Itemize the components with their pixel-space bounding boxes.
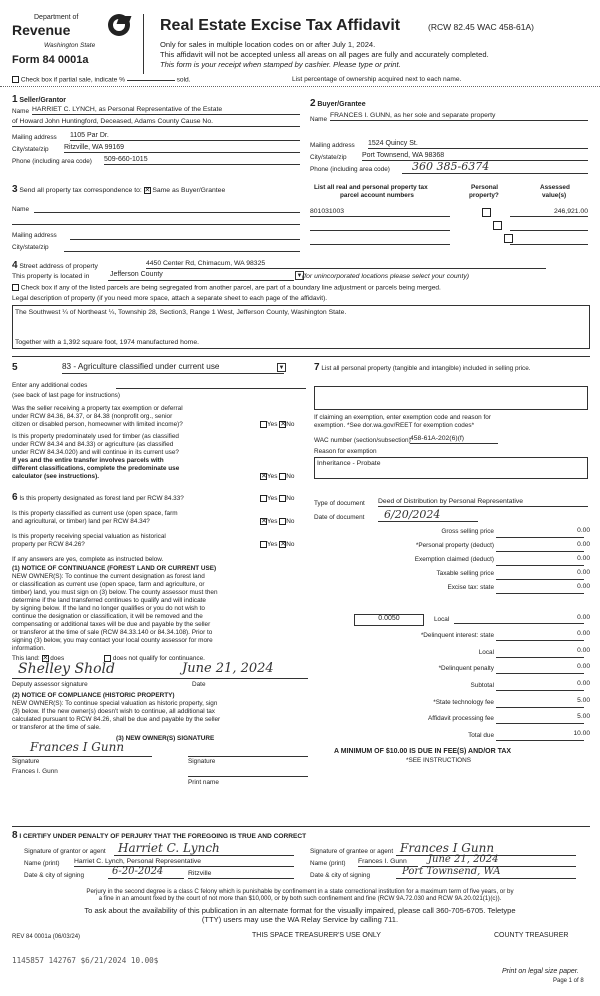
notice-compliance-body [12, 700, 220, 732]
timber-q-6: calculator (see instructions). [12, 473, 100, 480]
seller-heading: Seller/Grantor [19, 97, 67, 104]
total-label: Total due [468, 732, 494, 739]
owner-signature[interactable]: Frances I Gunn [30, 740, 125, 754]
fee-line [496, 570, 584, 580]
notice-line: (3) below. If the new owner(s) doesn't wish to continue, all additional tax [12, 708, 215, 715]
notice-line: information. [12, 645, 46, 652]
exempt-text-2: exemption. *See dor.wa.gov/REET for exemption codes* [314, 422, 475, 429]
exempt-text-1: If claiming an exemption, enter exemption code and reason for [314, 414, 491, 421]
buyer-mail[interactable]: 1524 Quincy St. [368, 140, 588, 149]
grantor-city[interactable]: Ritzville [188, 870, 294, 879]
corr-city-label: City/state/zip [12, 244, 49, 251]
legal-line-2: Together with a 1,392 square foot, 1974 manufactured home. [15, 339, 200, 346]
treasurer-use: THIS SPACE TREASURER'S USE ONLY [252, 932, 381, 939]
see-back-note: (see back of last page for instructions) [12, 392, 120, 399]
interest-local-line [496, 648, 584, 658]
grantor-name-label: Name (print) [24, 860, 60, 867]
local-label: Local [434, 616, 450, 623]
grantor-signature[interactable]: Harriet C. Lynch [114, 841, 294, 856]
legal-description-box[interactable] [12, 305, 590, 349]
seller-name-1[interactable]: HARRIET C. LYNCH, as Personal Representative of the Estate [32, 106, 300, 115]
county-treasurer: COUNTY TREASURER [494, 932, 569, 939]
fees-table [314, 528, 590, 768]
fee-line [496, 584, 584, 594]
personal-property-checkbox-2[interactable] [493, 221, 502, 230]
new-owner-heading: (3) NEW OWNER(S) SIGNATURE [116, 735, 215, 742]
forest-q: Is this property designated as forest land per RCW 84.33? [19, 495, 184, 502]
cashier-stamp: 1145857 142767 $6/21/2024 10.00$ [12, 956, 159, 965]
owner-print-line [188, 776, 308, 777]
corr-mail-label: Mailing address [12, 232, 57, 239]
owner-print-name[interactable]: Frances I. Gunn [12, 768, 58, 775]
interest-line [496, 631, 584, 641]
historic-q-1: Is this property receiving special valuation as historical [12, 533, 166, 540]
affidavit-fee-line [496, 714, 584, 724]
notice-line: calculated pursuant to RCW 84.26, shall be due and payable by the seller [12, 716, 221, 723]
page-number: Page 1 of 8 [553, 978, 584, 984]
notice-line: signing (3) below, you may contact your local county assessor for more [12, 637, 213, 644]
correspondence-text: Send all property tax correspondence to: [19, 187, 142, 194]
buyer-phone-label: Phone (including area code) [310, 166, 390, 173]
answers-note: If any answers are yes, complete as instructed below. [12, 556, 164, 563]
seller-mail[interactable]: 1105 Par Dr. [70, 132, 300, 141]
dept-line1: Department of [34, 14, 79, 21]
assessed-value-2[interactable] [510, 230, 588, 231]
same-as-buyer-checkbox[interactable] [144, 187, 151, 194]
alt-line-1: To ask about the availability of this publication in an alternate format for the visually impaired, please call 360-705-6705. Teletype [84, 906, 516, 915]
designation-section [12, 492, 308, 792]
fee-label: Taxable selling price [436, 570, 494, 577]
land-use-value: 83 - Agriculture classified under current use [62, 362, 220, 371]
personal-property-num: 7 [314, 362, 320, 373]
interest-state-label: *Delinquent interest: state [420, 632, 494, 639]
legal-label: Legal description of property (if you need more space, attach a separate sheet to each page of the affidavit). [12, 295, 328, 302]
this-land-label: This land: [12, 655, 40, 663]
fee-value[interactable]: 0.00 [577, 527, 590, 534]
historic-no-checkbox[interactable] [279, 541, 286, 548]
ownership-note: List percentage of ownership acquired next to each name. [292, 76, 462, 83]
seller-section [12, 94, 302, 176]
notice-line: determine if the land transferred continues to qualify and will indicate [12, 597, 206, 604]
notice-line: NEW OWNER(S): To continue special valuation as historic property, sign [12, 700, 218, 707]
minimum-note: A MINIMUM OF $10.00 IS DUE IN FEE(S) AND/OR TAX [334, 748, 512, 755]
land-use-num: 5 [12, 362, 18, 373]
notice-line: by signing below. If the land no longer qualifies or you do not wish to [12, 605, 205, 612]
corr-name-label: Name [12, 206, 30, 213]
additional-codes-label: Enter any additional codes [12, 382, 88, 389]
tech-fee-line [496, 698, 584, 708]
subtitle-3: This form is your receipt when stamped by cashier. Please type or print. [160, 60, 401, 69]
notice-line: continue the designation or classification, it will be removed and the [12, 613, 203, 620]
forest-yes-label: Yes [267, 495, 278, 503]
fee-label: Gross selling price [441, 528, 494, 535]
timber-q-5: different classifications, complete the predominate use [12, 465, 180, 472]
chevron-down-icon[interactable]: ▼ [296, 273, 303, 279]
penalty-label: *Delinquent penalty [438, 665, 494, 672]
historic-no-label: No [286, 541, 295, 549]
exemption-q-1: Was the seller receiving a property tax exemption or deferral [12, 405, 183, 412]
segregated-checkbox[interactable] [12, 284, 19, 291]
historic-yes-checkbox[interactable] [260, 541, 267, 548]
certify-num: 8 [12, 830, 18, 841]
does-not-label: does not qualify for continuance. [112, 655, 205, 663]
mid-rule [12, 356, 590, 357]
fee-label: Excise tax: state [447, 584, 494, 591]
partial-sale-label: Check box if partial sale, indicate % [20, 76, 125, 84]
local-rate-box[interactable]: 0.0050 [354, 614, 424, 626]
buyer-phone[interactable]: 360 385-6374 [402, 160, 588, 174]
exemption-q-3: citizen or disabled person, homeowner with limited income)? [12, 421, 183, 428]
segregated-label: Check box if any of the listed parcels are being segregated from another parcel, are part of a boundary line adjustment or parcels being merged. [20, 284, 441, 292]
subtotal-value[interactable]: 0.00 [577, 680, 590, 687]
parcel-number-1[interactable]: 801031003 [310, 208, 450, 217]
seller-city[interactable]: Ritzville, WA 99169 [64, 144, 300, 153]
street-label: Street address of property [19, 263, 98, 270]
tech-fee-value[interactable]: 5.00 [577, 697, 590, 704]
wac-label: WAC number (section/subsection) [314, 437, 411, 444]
current-use-yes-label: Yes [267, 518, 278, 526]
doc-info [314, 496, 590, 526]
personal-property-box[interactable] [314, 386, 588, 410]
county-select[interactable] [108, 271, 303, 281]
current-use-yes-checkbox[interactable] [260, 518, 267, 525]
timber-q-2: under RCW 84.34 and 84.33) or agriculture (as classified [12, 441, 174, 448]
total-line [496, 731, 584, 741]
form-rcw: (RCW 82.45 WAC 458-61A) [428, 22, 534, 32]
property-num: 4 [12, 260, 18, 271]
grantor-name[interactable]: Harriet C. Lynch, Personal Representative [74, 858, 294, 867]
fee-value[interactable]: 0.00 [577, 555, 590, 562]
doc-date-label: Date of document [314, 514, 365, 521]
assessor-line [12, 678, 308, 679]
notice-continuance-body [12, 573, 308, 653]
notice-line: or classification as current use (open space, farm and agriculture, or [12, 581, 205, 588]
subtotal-label: Subtotal [470, 682, 494, 689]
buyer-name-label: Name [310, 116, 328, 123]
fee-line [496, 542, 584, 552]
print-name-label: Print name [188, 779, 219, 786]
owner-sig-line-2 [188, 756, 308, 757]
notice-line: or transferor at the time of sale (RCW 84.33.140 or 84.34.108). Prior to [12, 629, 213, 636]
fee-line [496, 528, 584, 538]
seller-name-2[interactable]: of Howard John Huntingford, Deceased, Adams County Cause No. [12, 118, 300, 127]
assessed-value-1[interactable]: 246,921.00 [510, 208, 588, 217]
local-line [454, 614, 584, 624]
dept-line2: Revenue [12, 22, 71, 38]
property-street[interactable]: 4450 Center Rd, Chimacum, WA 98325 [146, 260, 546, 269]
county-select-value: Jefferson County [110, 271, 163, 278]
tech-fee-label: *State technology fee [433, 699, 494, 706]
correspondence-num: 3 [12, 184, 18, 195]
certify-rule [12, 826, 590, 827]
subtitle-2: This affidavit will not be accepted unless all areas on all pages are fully and accurately completed. [160, 50, 489, 59]
historic-yes-label: Yes [267, 541, 278, 549]
parcel-header-1: List all real and personal property tax [314, 184, 428, 191]
parcel-header-2: parcel account numbers [340, 192, 414, 199]
instructions-note: *SEE INSTRUCTIONS [406, 757, 471, 764]
same-as-buyer-label: Same as Buyer/Grantee [152, 187, 226, 194]
notice-line: or transferor at the time of sale. [12, 724, 101, 731]
land-use-select[interactable] [62, 362, 284, 374]
doc-type-label: Type of document [314, 500, 365, 507]
buyer-section [310, 98, 590, 180]
grantee-signature[interactable]: Frances I Gunn [396, 841, 576, 856]
certify-section [12, 828, 590, 886]
partial-sale-row [12, 76, 191, 84]
historic-q-2: property per RCW 84.26? [12, 541, 85, 548]
fee-value[interactable]: 0.00 [577, 541, 590, 548]
exemption-yes-checkbox[interactable] [260, 421, 267, 428]
header-divider [143, 14, 144, 74]
land-use-section [12, 360, 308, 490]
grantor-date[interactable]: 6-20-2024 [108, 866, 184, 879]
timber-yes-checkbox[interactable] [260, 473, 267, 480]
alternate-format [0, 906, 600, 924]
sold-label: sold. [176, 76, 191, 84]
corr-city-field[interactable] [64, 251, 300, 252]
dor-logo [12, 14, 132, 69]
seller-mail-label: Mailing address [12, 134, 57, 141]
notice-line: NEW OWNER(S): To continue the current designation as forest land [12, 573, 205, 580]
current-use-no-checkbox[interactable] [279, 518, 286, 525]
located-label: This property is located in [12, 273, 90, 280]
fee-row [314, 584, 590, 596]
corr-name-field-2[interactable] [12, 224, 300, 225]
certify-heading: I CERTIFY UNDER PENALTY OF PERJURY THAT THE FOREGOING IS TRUE AND CORRECT [19, 833, 307, 840]
perjury-line-1: Perjury in the second degree is a class C felony which is punishable by confinement in a state correctional institution for a maximum term of five years, or by [86, 888, 514, 895]
timber-yes-label: Yes [267, 473, 278, 481]
grantor-datecity-label: Date & city of signing [24, 872, 85, 879]
assessor-signature[interactable]: Shelley Shold [18, 661, 115, 677]
exemption-no-label: No [286, 421, 295, 429]
forest-no-label: No [286, 495, 295, 503]
fee-value[interactable]: 0.00 [577, 583, 590, 590]
seller-city-label: City/state/zip [12, 146, 49, 153]
fee-row [314, 542, 590, 554]
owner-sig-label: Signature [12, 758, 40, 765]
assessed-header-1: Assessed [540, 184, 570, 191]
partial-sale-checkbox[interactable] [12, 76, 19, 83]
personal-property-checkbox-3[interactable] [504, 234, 513, 243]
penalty-value[interactable]: 0.00 [577, 663, 590, 670]
form-title: Real Estate Excise Tax Affidavit [160, 17, 401, 34]
alt-line-2: (TTY) users may use the WA Relay Service by calling 711. [201, 915, 399, 925]
exemption-no-checkbox[interactable] [279, 421, 286, 428]
perjury-text [0, 888, 600, 903]
current-use-q-2: and agricultural, or timber) land per RCW 84.34? [12, 518, 150, 525]
forest-no-checkbox[interactable] [279, 495, 286, 502]
notice-line: timber) land, you must sign on (3) below. The county assessor must then [12, 589, 218, 596]
exemption-q-2: under RCW 84.36, 84.37, or 84.38 (nonprofit org., senior [12, 413, 173, 420]
notice-continuance-heading: (1) NOTICE OF CONTINUANCE (FOREST LAND OR CURRENT USE) [12, 565, 217, 572]
wac-number[interactable]: 458-61A-202(6)(f) [410, 435, 498, 444]
personal-property-checkbox-1[interactable] [482, 208, 491, 217]
does-label: does [50, 655, 65, 663]
personal-property-text: List all personal property (tangible and intangible) included in selling price. [321, 365, 531, 372]
property-section [12, 260, 592, 352]
parcel-number-3[interactable] [310, 244, 450, 245]
grantee-city[interactable]: Port Townsend, WA [396, 866, 576, 879]
assessor-date-label: Date [192, 681, 206, 688]
buyer-num: 2 [310, 98, 316, 109]
assessor-sig-label: Deputy assessor signature [12, 681, 88, 688]
grantor-sig-label: Signature of grantor or agent [24, 848, 106, 855]
corr-name-field[interactable] [34, 212, 300, 213]
unincorporated-note: (for unincorporated locations please select your county) [302, 273, 469, 280]
land-use-chevron-icon[interactable]: ▼ [278, 365, 285, 371]
current-use-no-label: No [286, 518, 295, 526]
timber-no-checkbox[interactable] [279, 473, 286, 480]
parcel-table [310, 184, 590, 254]
interest-local-label: Local [478, 649, 494, 656]
fee-label: Exemption claimed (deduct) [414, 556, 494, 563]
grantee-name-label: Name (print) [310, 860, 346, 867]
reason-field[interactable]: Inheritance - Probate [314, 457, 588, 479]
buyer-heading: Buyer/Grantee [317, 101, 366, 108]
interest-state-value[interactable]: 0.00 [577, 630, 590, 637]
dept-line3: Washington State [44, 42, 96, 49]
buyer-name[interactable]: FRANCES I. GUNN, as her sole and separate property [330, 112, 588, 121]
total-value[interactable]: 10.00 [573, 730, 590, 737]
grantee-name-date[interactable]: June 21, 2024 [422, 854, 576, 867]
perjury-line-2: a fine in an amount fixed by the court of not more than $10,000, or by both such confinement and fine (RCW 9A.72.030 and RCW 9A.20.021(1)(c)). [98, 895, 502, 903]
fee-value[interactable]: 0.00 [577, 569, 590, 576]
assessed-value-3[interactable] [510, 244, 588, 245]
top-dotted-rule [0, 86, 600, 87]
seller-name-label: Name [12, 108, 30, 115]
reason-label: Reason for exemption [314, 448, 377, 455]
penalty-line [496, 664, 584, 674]
buyer-city[interactable]: Port Townsend, WA 98368 [362, 152, 588, 161]
assessor-date[interactable]: June 21, 2024 [182, 661, 274, 676]
legal-line-1: The Southwest ¼ of Northeast ¼, Township 28, Section3, Range 1 West, Jefferson County, Washington State. [15, 309, 347, 316]
subtitle-1: Only for sales in multiple location codes on or after July 1, 2024. [160, 40, 376, 49]
form-number: Form 84 0001a [12, 54, 89, 66]
owner-sig-label-2: Signature [188, 758, 216, 765]
buyer-mail-label: Mailing address [310, 142, 355, 149]
legal-paper-note: Print on legal size paper. [502, 968, 579, 975]
interest-local-value[interactable]: 0.00 [577, 647, 590, 654]
subtotal-line [496, 681, 584, 691]
seller-num: 1 [12, 94, 18, 105]
assessed-header-2: value(s) [542, 192, 567, 199]
fee-line [496, 556, 584, 566]
current-use-q-1: Is this property classified as current use (open space, farm [12, 510, 178, 517]
grantee-sig-label: Signature of grantee or agent [310, 848, 394, 855]
parcel-number-2[interactable] [310, 230, 450, 231]
fee-row [314, 570, 590, 582]
local-value[interactable]: 0.00 [577, 614, 590, 621]
grantee-datecity-label: Date & city of signing [310, 872, 371, 879]
forest-yes-checkbox[interactable] [260, 495, 267, 502]
personal-property-section [314, 362, 590, 492]
personal-header-1: Personal [471, 184, 498, 191]
owner-sig-line [12, 756, 152, 757]
corr-mail-field[interactable] [70, 239, 300, 240]
affidavit-fee-label: Affidavit processing fee [428, 715, 494, 722]
personal-header-2: property? [469, 192, 499, 199]
exemption-yes-label: Yes [267, 421, 278, 429]
timber-q-4: If yes and the entire transfer involves parcels with [12, 457, 164, 464]
correspondence-section [12, 184, 302, 254]
doc-date[interactable]: 6/20/2024 [378, 508, 478, 522]
seller-phone[interactable]: 509-660-1015 [104, 156, 300, 165]
fee-row [314, 556, 590, 568]
revision: REV 84 0001a (06/03/24) [12, 934, 81, 940]
affidavit-fee-value[interactable]: 5.00 [577, 713, 590, 720]
notice-line: compensating or additional taxes will be due and payable by the seller [12, 621, 211, 628]
fee-row [314, 528, 590, 540]
notice-compliance-heading: (2) NOTICE OF COMPLIANCE (HISTORIC PROPERTY) [12, 692, 175, 699]
timber-no-label: No [286, 473, 295, 481]
buyer-city-label: City/state/zip [310, 154, 347, 161]
grantee-name[interactable]: Frances I. Gunn [358, 858, 418, 867]
seller-phone-label: Phone (including area code) [12, 158, 92, 165]
timber-q-1: Is this property predominately used for timber (as classified [12, 433, 179, 440]
timber-q-3: under RCW 84.34.020) and will continue in its current use? [12, 449, 179, 456]
logo-swirl-icon [108, 14, 130, 36]
additional-codes-field[interactable] [116, 388, 306, 389]
designation-num: 6 [12, 492, 18, 503]
fee-label: *Personal property (deduct) [415, 542, 494, 549]
doc-type[interactable]: Deed of Distribution by Personal Representative [378, 498, 588, 507]
